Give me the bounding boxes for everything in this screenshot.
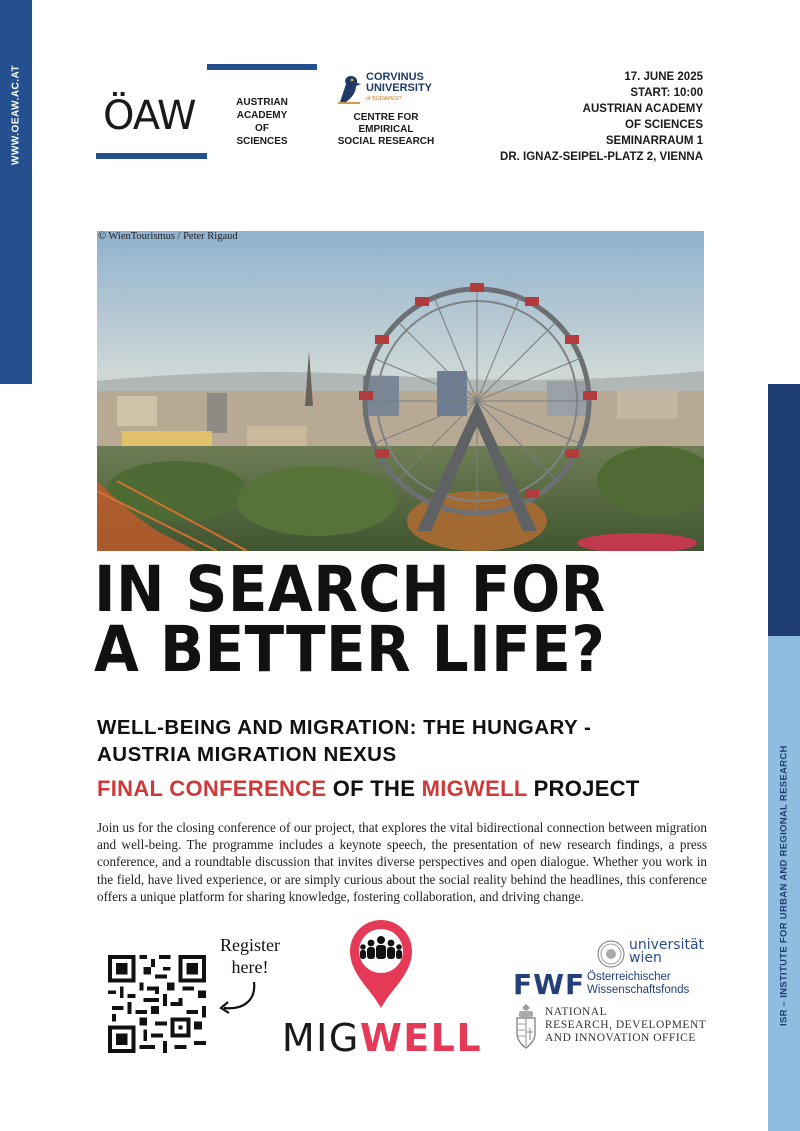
subtitle-line: WELL-BEING AND MIGRATION: THE HUNGARY - bbox=[97, 716, 592, 739]
right-dark-band bbox=[768, 384, 800, 636]
project-name-highlight: MIGWELL bbox=[421, 776, 528, 801]
main-title-line: IN SEARCH FOR bbox=[94, 553, 606, 626]
corvinus-sub: of BUDAPEST bbox=[366, 96, 402, 102]
migwell-wordmark-well: WELL bbox=[359, 1016, 483, 1060]
oeaw-name-line: SCIENCES bbox=[236, 136, 288, 147]
vienna-ferris-wheel-photo bbox=[97, 231, 704, 551]
subtitle-line: AUSTRIA MIGRATION NEXUS bbox=[97, 743, 397, 766]
corvinus-name-line: CORVINUS bbox=[366, 71, 424, 83]
right-light-band bbox=[768, 636, 800, 1131]
oeaw-name-line: ACADEMY OF bbox=[236, 110, 288, 134]
migwell-wordmark-mig: MIG bbox=[281, 1016, 360, 1060]
corvinus-logo bbox=[336, 70, 446, 110]
event-address: DR. IGNAZ-SEIPEL-PLATZ 2, VIENNA bbox=[500, 151, 703, 163]
header-rule-top bbox=[207, 64, 317, 70]
nkfih-line: RESEARCH, DEVELOPMENT bbox=[545, 1019, 707, 1031]
intro-paragraph: Join us for the closing conference of our project, that explores the vital bidirectional connection between migration and well-being. The programme includes a keynote speech, the presentation of new research findings, a press conference, and a roundtable discussion that invites diverse perspectives and open dialogue. Whether you work in the field, have lived experience, or are simply curious about the social reality behind the headlines, this conference offers a unique platform for sharing knowledge, fostering collaboration, and driving change. bbox=[97, 820, 707, 904]
photo-credit: © WienTourismus / Peter Rigaud bbox=[98, 231, 238, 242]
fwf-mark: FWF bbox=[513, 968, 586, 1001]
website-url[interactable]: WWW.OEAW.AC.AT bbox=[10, 64, 22, 166]
raven-icon bbox=[336, 74, 362, 104]
final-conference-line bbox=[97, 776, 640, 802]
oeaw-logo: ÖAW bbox=[103, 93, 196, 139]
final-conference-text: OF THE bbox=[326, 776, 422, 801]
nkfih-logo bbox=[513, 1002, 713, 1052]
register-line: here! bbox=[231, 957, 269, 977]
oeaw-name bbox=[230, 96, 294, 148]
institute-name: ISR – INSTITUTE FOR URBAN AND REGIONAL RESEARCH bbox=[778, 745, 790, 1027]
uniwien-line: wien bbox=[629, 950, 662, 966]
uniwien-line: universität bbox=[629, 937, 705, 953]
subtitle bbox=[97, 714, 591, 768]
university-of-vienna-logo bbox=[597, 937, 707, 968]
fwf-name bbox=[587, 971, 689, 997]
main-title bbox=[94, 553, 606, 686]
nkfih-line: AND INNOVATION OFFICE bbox=[545, 1032, 696, 1044]
centre-line: EMPIRICAL bbox=[358, 124, 414, 135]
fwf-line: Wissenschaftsfonds bbox=[587, 984, 690, 996]
header-rule-bottom bbox=[96, 153, 207, 159]
event-start: START: 10:00 bbox=[630, 87, 703, 99]
centre-line: SOCIAL RESEARCH bbox=[337, 136, 435, 147]
centre-line: CENTRE FOR bbox=[353, 112, 419, 123]
hungarian-crest-icon bbox=[513, 1002, 539, 1050]
final-conference-text: PROJECT bbox=[527, 776, 640, 801]
fwf-line: Österreichischer bbox=[587, 971, 671, 983]
register-line: Register bbox=[220, 935, 280, 955]
event-venue: AUSTRIAN ACADEMY bbox=[582, 103, 703, 115]
nkfih-name bbox=[545, 1006, 706, 1045]
registration-qr-code[interactable] bbox=[108, 955, 206, 1053]
corvinus-name bbox=[366, 72, 446, 94]
university-seal-icon bbox=[597, 940, 625, 968]
migwell-logo bbox=[272, 918, 492, 1058]
main-title-line: A BETTER LIFE? bbox=[94, 613, 606, 686]
event-room: SEMINARRAUM 1 bbox=[605, 135, 703, 147]
curved-arrow-icon bbox=[214, 978, 260, 1018]
oeaw-name-line: AUSTRIAN bbox=[236, 97, 288, 108]
event-venue: OF SCIENCES bbox=[625, 119, 703, 131]
event-info bbox=[500, 69, 703, 165]
final-conference-highlight: FINAL CONFERENCE bbox=[97, 776, 327, 801]
fwf-logo bbox=[513, 968, 713, 1000]
event-date: 17. JUNE 2025 bbox=[624, 71, 703, 83]
university-of-vienna-name bbox=[629, 939, 704, 965]
centre-name bbox=[336, 112, 436, 148]
nkfih-line: NATIONAL bbox=[545, 1006, 608, 1018]
location-pin-icon bbox=[348, 918, 414, 1010]
left-color-band bbox=[0, 0, 32, 384]
corvinus-name-line: UNIVERSITY bbox=[366, 82, 433, 94]
migwell-wordmark bbox=[272, 1016, 492, 1060]
